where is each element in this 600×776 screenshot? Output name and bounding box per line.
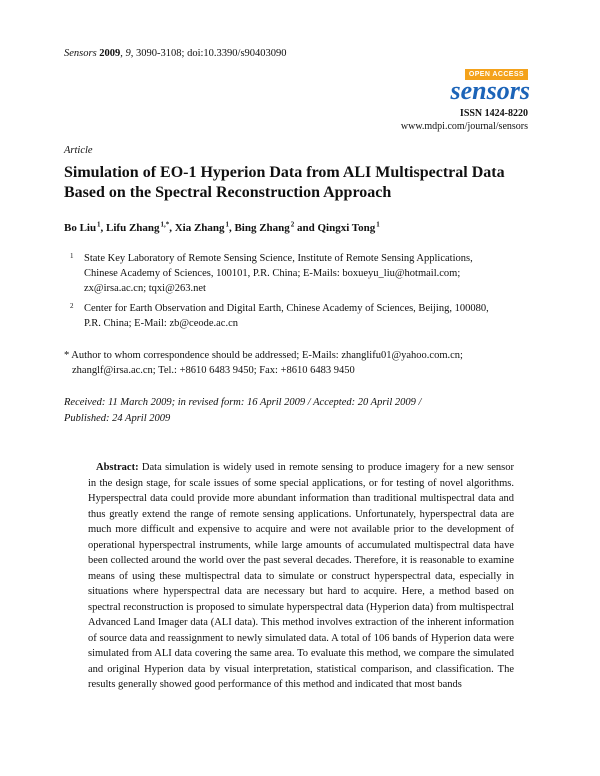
affiliation-number: 2 <box>70 302 74 310</box>
citation-volume: 9 <box>125 48 131 59</box>
affiliation-line: State Key Laboratory of Remote Sensing Science, Institute of Remote Sensing Applications, <box>84 253 473 264</box>
author-name: Qingxi Tong <box>317 222 376 234</box>
correspondence-line: * Author to whom correspondence should be addressed; E-Mails: zhanglifu01@yahoo.com.cn; <box>64 350 463 361</box>
paper-title: Simulation of EO-1 Hyperion Data from ALI Multispectral Data Based on the Spectral Reconstruction Approach <box>64 164 505 201</box>
affiliation-line: Center for Earth Observation and Digital Earth, Chinese Academy of Sciences, Beijing, 100080, <box>84 303 489 314</box>
author-list: Bo Liu $^1$, Lifu Zhang $^{1,*}$, Xia Zhang $^1$, Bing Zhang $^2$ and Qingxi Tong $^1$ <box>64 220 380 234</box>
author-affil-sup: 1,* <box>160 220 170 229</box>
affiliation-number: 1 <box>70 252 74 260</box>
citation-journal: Sensors <box>64 48 97 59</box>
affiliation-1 <box>70 251 524 296</box>
journal-logo: sensors <box>450 76 530 105</box>
dates-line: Received: 11 March 2009; in revised form: 16 April 2009 / Accepted: 20 April 2009 / <box>64 397 422 408</box>
citation-line: Sensors 2009, 9, 3090-3108; doi:10.3390/s90403090 <box>64 48 287 59</box>
issn: ISSN 1424-8220 <box>459 108 528 119</box>
affiliation-line: Chinese Academy of Sciences, 100101, P.R. China; E-Mails: boxueyu_liu@hotmail.com; <box>84 268 461 279</box>
dates-line: Published: 24 April 2009 <box>64 413 171 424</box>
citation-year: 2009 <box>99 48 121 59</box>
open-access-badge: OPEN ACCESS <box>465 69 528 80</box>
author-name: Lifu Zhang <box>106 222 160 234</box>
author-affil-sup: 1 <box>225 220 229 229</box>
correspondence-line: zhanglf@irsa.ac.cn; Tel.: +8610 6483 9450; Fax: +8610 6483 9450 <box>72 365 355 376</box>
author-name: Xia Zhang <box>174 222 225 234</box>
author-affil-sup: 1 <box>97 220 101 229</box>
abstract-label: Abstract: <box>96 462 139 473</box>
article-type: Article <box>64 145 93 156</box>
affiliation-2 <box>70 301 524 331</box>
author-name: Bing Zhang <box>234 222 290 234</box>
affiliation-line: P.R. China; E-Mail: zb@ceode.ac.cn <box>84 318 239 329</box>
journal-website: www.mdpi.com/journal/sensors <box>400 121 528 132</box>
abstract <box>88 460 514 693</box>
abstract-text: Data simulation is widely used in remote sensing to produce imagery for a new sensor in the design stage, for scale issues of some special applications, or for testing of novel algorithms. Hyperspectral data could provide more abundant information than traditional multispectral data and thus greatly extend the range of remote sensing applications. Unfortunately, hyperspectral data are much more difficult and expensive to acquire and were not available prior to the development of operational hyperspectral instruments, while large amounts of accumulated multispectral data have been collected around the world over the past several decades. Therefore, it is reasonable to examine means of using these multispectral data to simulate or construct hyperspectral data, especially in situations where hyperspectral data are necessary but hard to acquire. Here, a method based on spectral reconstruction is proposed to simulate hyperspectral data (Hyperion data) from multispectral Advanced Land Imager data (ALI data). This method involves extraction of the inherent information of source data and reassignment to newly simulated data. A total of 106 bands of Hyperion data were simulated from ALI data covering the same area. To evaluate this method, we compare the simulated and original Hyperion data by visual interpretation, statistical comparison, and classification. The results generally showed good performance of this method and indicated that most bands <box>88 462 515 690</box>
author-affil-sup: 2 <box>290 220 295 229</box>
correspondence-note <box>64 348 534 378</box>
author-name: Bo Liu <box>64 222 97 234</box>
affiliation-line: zx@irsa.ac.cn; tqxi@263.net <box>84 283 206 294</box>
citation-pages-doi: , 3090-3108; doi:10.3390/s90403090 <box>130 48 287 59</box>
corresponding-star: * <box>165 220 170 229</box>
author-affil-sup: 1 <box>376 220 380 229</box>
publication-dates <box>64 395 534 427</box>
